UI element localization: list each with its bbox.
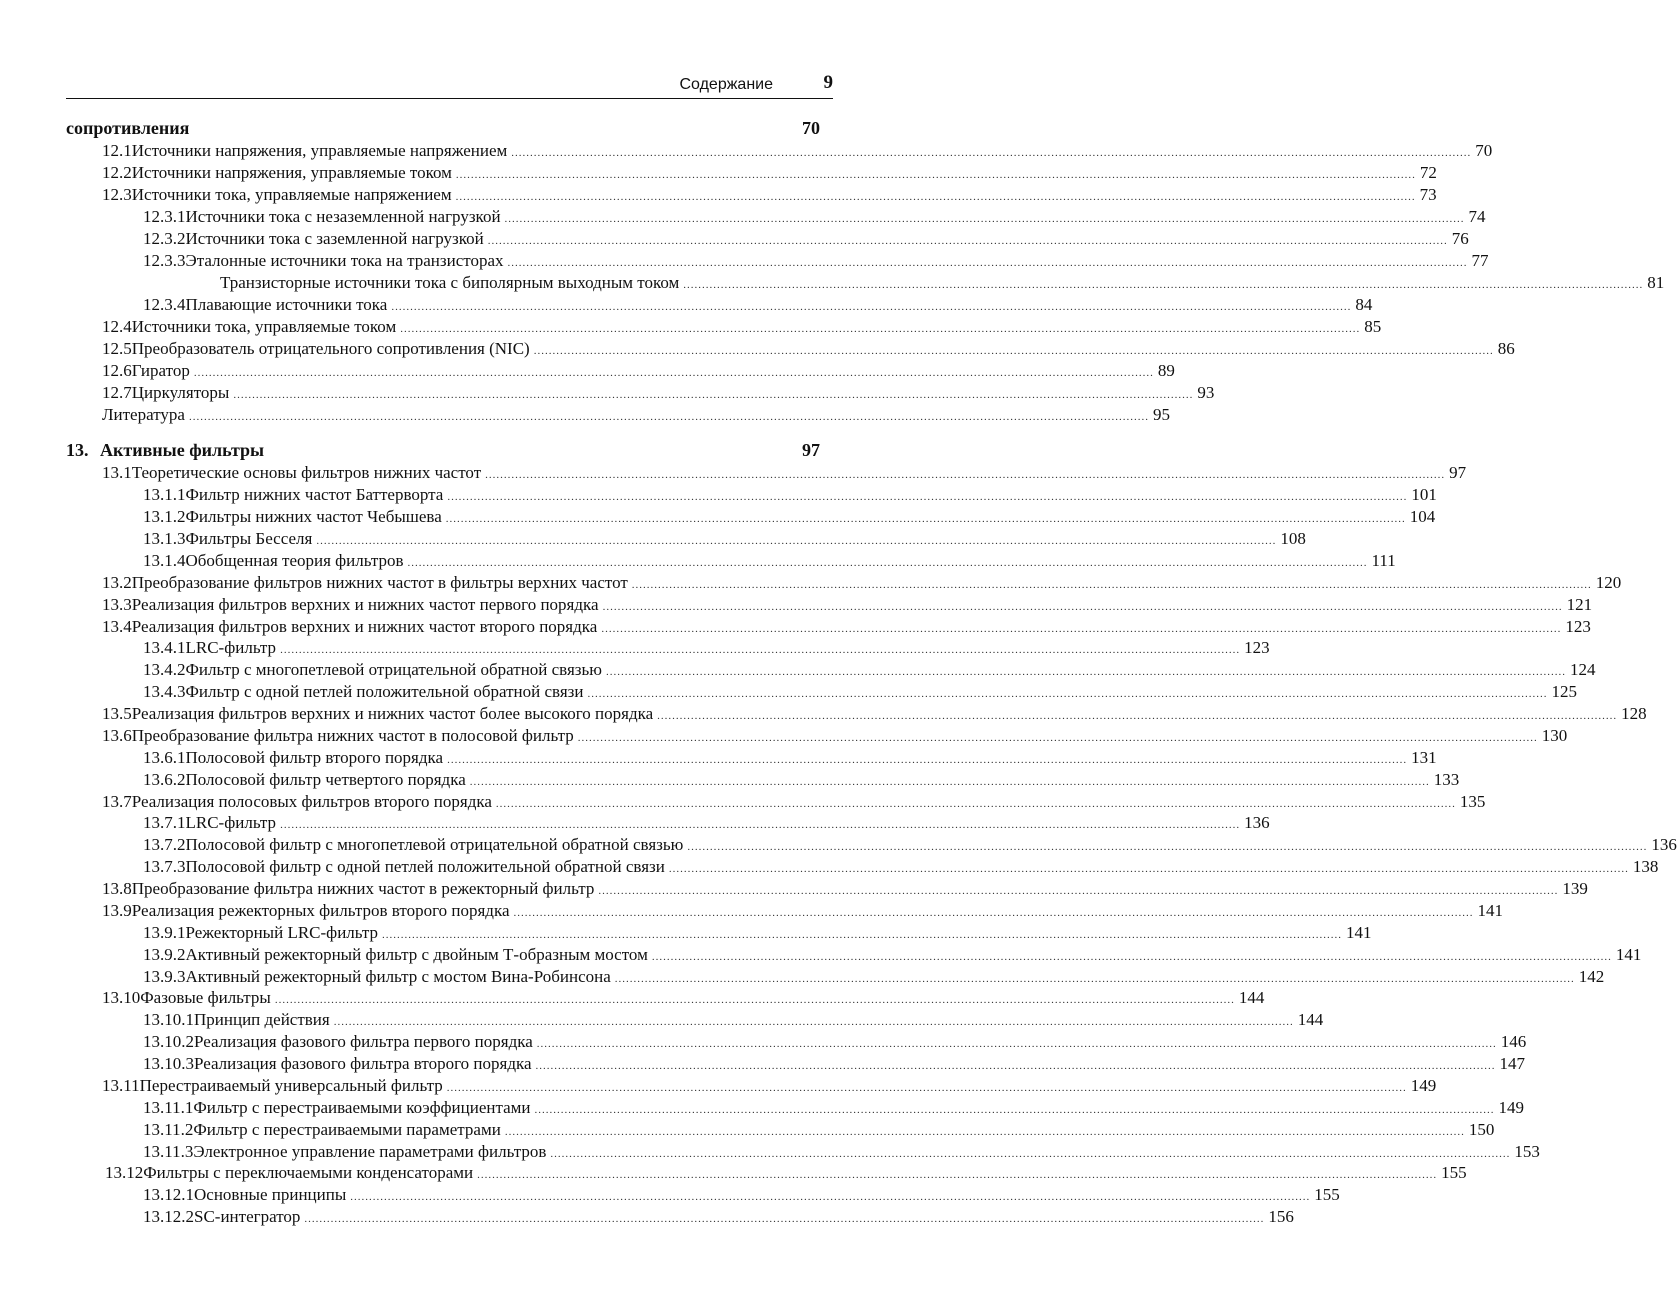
entry-title: Обобщенная теория фильтров <box>185 551 404 570</box>
toc-entry[interactable] <box>102 879 1588 901</box>
entry-number: 13.11.3 <box>143 1142 194 1161</box>
entry-number: 13.9.3 <box>143 967 186 986</box>
toc-entry[interactable] <box>102 901 1503 923</box>
entry-page: 84 <box>1355 295 1373 314</box>
entry-page: 123 <box>1565 617 1591 636</box>
entry-page: 149 <box>1498 1098 1524 1117</box>
toc-entry[interactable] <box>143 967 1605 989</box>
entry-number: 13.6 <box>102 726 132 745</box>
dot-leader <box>400 323 1360 335</box>
toc-entry[interactable] <box>143 1032 1527 1054</box>
entry-page: 95 <box>1152 405 1170 424</box>
toc-entry[interactable] <box>143 551 1396 573</box>
dot-leader <box>304 1213 1264 1225</box>
dot-leader <box>535 1104 1495 1116</box>
entry-number: 13. <box>66 440 89 460</box>
entry-title: Основные принципы <box>194 1185 347 1204</box>
entry-page: 86 <box>1497 339 1515 358</box>
entry-title: Источники напряжения, управляемые напряжением <box>131 141 508 160</box>
entry-page: 138 <box>1632 857 1659 876</box>
toc-entry[interactable] <box>143 748 1437 770</box>
toc-entry[interactable] <box>143 295 1373 317</box>
dot-leader <box>280 644 1240 656</box>
toc-entry[interactable] <box>143 857 1659 879</box>
entry-number: 13.11.1 <box>143 1098 194 1117</box>
entry-page: 93 <box>1197 383 1215 402</box>
dot-leader <box>488 235 1448 247</box>
entry-title: Транзисторные источники тока с биполярным выходным током <box>220 273 680 292</box>
dot-leader <box>382 929 1342 941</box>
entry-page: 81 <box>1647 273 1665 292</box>
entry-number: 13.4.1 <box>143 638 186 657</box>
entry-page: 70 <box>802 118 820 138</box>
dot-leader <box>511 147 1471 159</box>
entry-title: Полосовой фильтр с многопетлевой отрицательной обратной связью <box>185 835 684 854</box>
entry-page: 136 <box>1651 835 1677 854</box>
entry-title: Полосовой фильтр с одной петлей положительной обратной связи <box>185 857 665 876</box>
dot-leader <box>447 491 1407 503</box>
entry-page: 125 <box>1551 682 1577 701</box>
dot-leader <box>447 1082 1407 1094</box>
entry-number: 13.12 <box>105 1163 144 1182</box>
toc-entry[interactable] <box>143 529 1306 551</box>
entry-number: 13.10.2 <box>143 1032 194 1051</box>
dot-leader <box>601 623 1561 635</box>
entry-page: 97 <box>802 440 820 460</box>
dot-leader <box>477 1169 1437 1181</box>
entry-page: 141 <box>1346 923 1372 942</box>
entry-page: 142 <box>1578 967 1605 986</box>
entry-number: 12.3.2 <box>143 229 186 248</box>
toc-entry[interactable] <box>102 339 1515 361</box>
entry-page: 130 <box>1541 726 1568 745</box>
entry-page: 70 <box>1475 141 1493 160</box>
dot-leader <box>537 1038 1497 1050</box>
entry-title: Литература <box>102 405 185 424</box>
toc-entry[interactable] <box>102 988 1265 1010</box>
entry-title: Фильтр нижних частот Баттерворта <box>185 485 444 504</box>
entry-page: 144 <box>1297 1010 1324 1029</box>
entry-title: сопротивления <box>66 118 190 138</box>
dot-leader <box>508 257 1468 269</box>
entry-title: Реализация фильтров верхних и нижних частот второго порядка <box>131 617 598 636</box>
dot-leader <box>391 301 1351 313</box>
dot-leader <box>446 513 1406 525</box>
dot-leader <box>514 907 1474 919</box>
entry-page: 155 <box>1441 1163 1467 1182</box>
entry-page: 155 <box>1314 1185 1340 1204</box>
entry-title: Преобразование фильтра нижних частот в режекторный фильтр <box>131 879 595 898</box>
entry-number: 13.9.1 <box>143 923 186 942</box>
entry-title: Реализация режекторных фильтров второго порядка <box>131 901 510 920</box>
entry-title: Фильтры нижних частот Чебышева <box>185 507 442 526</box>
entry-title: Источники напряжения, управляемые током <box>131 163 452 182</box>
entry-page: 89 <box>1157 361 1175 380</box>
entry-page: 74 <box>1468 207 1486 226</box>
dot-leader <box>408 557 1368 569</box>
toc-entry[interactable] <box>143 682 1577 704</box>
toc-entry[interactable] <box>143 1054 1526 1076</box>
entry-number: 13.1.3 <box>143 529 186 548</box>
entry-title: Источники тока с незаземленной нагрузкой <box>185 207 501 226</box>
dot-leader <box>496 798 1456 810</box>
entry-number: 13.7 <box>102 792 132 811</box>
toc-entry[interactable] <box>143 1142 1540 1164</box>
entry-title: Электронное управление параметрами фильтров <box>193 1142 547 1161</box>
entry-page: 104 <box>1409 507 1436 526</box>
toc-entry[interactable] <box>143 923 1372 945</box>
toc-entry[interactable] <box>143 229 1469 251</box>
entry-title: LRC-фильтр <box>185 638 277 657</box>
toc-entry[interactable] <box>102 383 1215 405</box>
entry-number: 13.4.2 <box>143 660 186 679</box>
dot-leader <box>505 213 1465 225</box>
entry-page: 141 <box>1477 901 1503 920</box>
entry-title: Активные фильтры <box>100 440 265 460</box>
entry-title: LRC-фильтр <box>185 813 277 832</box>
dot-leader <box>189 411 1149 423</box>
dot-leader <box>334 1016 1294 1028</box>
dot-leader <box>669 863 1629 875</box>
dot-leader <box>598 885 1558 897</box>
entry-title: Реализация фазового фильтра первого порядка <box>194 1032 533 1051</box>
toc-entry[interactable] <box>220 273 1665 295</box>
entry-title: Принцип действия <box>194 1010 330 1029</box>
entry-number: 13.12.2 <box>143 1207 194 1226</box>
dot-leader <box>536 1060 1496 1072</box>
entry-page: 144 <box>1238 988 1265 1007</box>
entry-number: 12.1 <box>102 141 132 160</box>
dot-leader <box>578 732 1538 744</box>
dot-leader <box>316 535 1276 547</box>
entry-title: Фильтр с одной петлей положительной обратной связи <box>185 682 584 701</box>
dot-leader <box>275 994 1235 1006</box>
toc-entry[interactable] <box>102 185 1437 207</box>
dot-leader <box>683 279 1643 291</box>
dot-leader <box>194 367 1154 379</box>
entry-number: 13.6.1 <box>143 748 186 767</box>
chapter-entry[interactable] <box>66 118 820 140</box>
toc-entry[interactable] <box>102 163 1437 185</box>
toc-entry[interactable] <box>143 770 1460 792</box>
entry-number: 12.7 <box>102 383 132 402</box>
entry-page: 135 <box>1459 792 1486 811</box>
entry-page: 136 <box>1244 813 1270 832</box>
dot-leader <box>615 973 1575 985</box>
dot-leader <box>587 688 1547 700</box>
entry-number: 13.4 <box>102 617 132 636</box>
entry-title: Реализация фильтров верхних и нижних частот первого порядка <box>131 595 599 614</box>
toc-entry[interactable] <box>102 141 1493 163</box>
entry-page: 124 <box>1569 660 1596 679</box>
dot-leader <box>470 776 1430 788</box>
toc-entry[interactable] <box>102 704 1647 726</box>
entry-title: Фильтры Бесселя <box>185 529 313 548</box>
dot-leader <box>687 841 1647 853</box>
entry-page: 139 <box>1562 879 1588 898</box>
toc-entry[interactable] <box>143 1120 1495 1142</box>
toc-entry[interactable] <box>102 361 1175 383</box>
entry-title: Активный режекторный фильтр с двойным Т-образным мостом <box>185 945 648 964</box>
entry-page: 101 <box>1411 485 1437 504</box>
entry-page: 146 <box>1500 1032 1527 1051</box>
entry-page: 123 <box>1244 638 1270 657</box>
entry-page: 111 <box>1371 551 1396 570</box>
entry-number: 13.7.3 <box>143 857 186 876</box>
entry-number: 13.11 <box>102 1076 140 1095</box>
entry-title: Активный режекторный фильтр с мостом Вина-Робинсона <box>185 967 611 986</box>
entry-title: Плавающие источники тока <box>185 295 388 314</box>
entry-number: 13.8 <box>102 879 132 898</box>
entry-page: 147 <box>1499 1054 1526 1073</box>
entry-page: 156 <box>1268 1207 1294 1226</box>
entry-page: 153 <box>1514 1142 1540 1161</box>
entry-title: Полосовой фильтр второго порядка <box>185 748 444 767</box>
entry-page: 97 <box>1449 463 1467 482</box>
toc-entry[interactable] <box>102 317 1382 339</box>
entry-title: Перестраиваемый универсальный фильтр <box>139 1076 443 1095</box>
toc-entry[interactable] <box>143 1207 1294 1229</box>
entry-number: 13.10.1 <box>143 1010 194 1029</box>
entry-number: 13.1.4 <box>143 551 186 570</box>
entry-page: 76 <box>1451 229 1469 248</box>
entry-title: Реализация полосовых фильтров второго порядка <box>131 792 492 811</box>
entry-title: Фильтр с перестраиваемыми коэффициентами <box>193 1098 531 1117</box>
entry-page: 150 <box>1468 1120 1495 1139</box>
entry-page: 72 <box>1419 163 1437 182</box>
entry-page: 133 <box>1433 770 1460 789</box>
entry-title: Реализация фазового фильтра второго порядка <box>194 1054 532 1073</box>
dot-leader <box>233 389 1193 401</box>
entry-title: Реализация фильтров верхних и нижних частот более высокого порядка <box>131 704 654 723</box>
entry-number: 12.3.4 <box>143 295 186 314</box>
entry-number: 13.7.1 <box>143 813 186 832</box>
toc-entry[interactable] <box>102 405 1170 427</box>
toc-entry[interactable] <box>143 813 1270 835</box>
dot-leader <box>350 1191 1310 1203</box>
entry-number: 13.3 <box>102 595 132 614</box>
toc-entry[interactable] <box>102 595 1593 617</box>
entry-number: 13.12.1 <box>143 1185 194 1204</box>
toc-entry[interactable] <box>102 617 1591 639</box>
entry-number: 13.10 <box>102 988 141 1007</box>
entry-page: 73 <box>1419 185 1437 204</box>
dot-leader <box>505 1126 1465 1138</box>
dot-leader <box>534 345 1494 357</box>
entry-page: 85 <box>1364 317 1382 336</box>
entry-page: 120 <box>1595 573 1622 592</box>
entry-title: Фильтр с перестраиваемыми параметрами <box>193 1120 501 1139</box>
entry-title: Теоретические основы фильтров нижних частот <box>131 463 482 482</box>
entry-number: 12.3 <box>102 185 132 204</box>
running-title: Содержание <box>679 76 773 93</box>
entry-title: Преобразователь отрицательного сопротивления (NIC) <box>131 339 530 358</box>
page-number: 9 <box>823 72 833 93</box>
entry-page: 121 <box>1566 595 1593 614</box>
dot-leader <box>456 191 1416 203</box>
entry-page: 149 <box>1410 1076 1437 1095</box>
entry-title: Режекторный LRC-фильтр <box>185 923 379 942</box>
entry-title: Гиратор <box>131 361 190 380</box>
entry-title: Преобразование фильтра нижних частот в полосовой фильтр <box>131 726 574 745</box>
entry-title: Полосовой фильтр четвертого порядка <box>185 770 466 789</box>
entry-number: 13.10.3 <box>143 1054 194 1073</box>
entry-number: 13.11.2 <box>143 1120 194 1139</box>
toc-entry[interactable] <box>143 251 1489 273</box>
entry-page: 141 <box>1615 945 1642 964</box>
entry-number: 13.9 <box>102 901 132 920</box>
dot-leader <box>606 666 1566 678</box>
entry-number: 13.1.2 <box>143 507 186 526</box>
entry-number: 13.2 <box>102 573 132 592</box>
dot-leader <box>447 754 1407 766</box>
toc-entry[interactable] <box>143 1010 1324 1032</box>
toc-entry[interactable] <box>105 1163 1467 1185</box>
dot-leader <box>632 579 1592 591</box>
entry-number: 13.4.3 <box>143 682 186 701</box>
entry-page: 77 <box>1471 251 1489 270</box>
dot-leader <box>485 469 1445 481</box>
chapter-entry[interactable] <box>66 440 820 462</box>
entry-number: 13.1.1 <box>143 485 186 504</box>
entry-number: 12.3.3 <box>143 251 186 270</box>
toc-entry[interactable] <box>143 660 1596 682</box>
entry-title: Фильтр с многопетлевой отрицательной обратной связью <box>185 660 602 679</box>
entry-title: SC-интегратор <box>194 1207 301 1226</box>
entry-title: Фильтры с переключаемыми конденсаторами <box>143 1163 474 1182</box>
entry-title: Эталонные источники тока на транзисторах <box>185 251 504 270</box>
toc-entry[interactable] <box>102 1076 1437 1098</box>
dot-leader <box>550 1148 1510 1160</box>
toc-entry[interactable] <box>143 945 1642 967</box>
toc-entry[interactable] <box>143 1098 1524 1120</box>
entry-number: 12.5 <box>102 339 132 358</box>
dot-leader <box>456 169 1416 181</box>
toc-entry[interactable] <box>102 726 1568 748</box>
page-header <box>66 72 833 99</box>
entry-number: 12.2 <box>102 163 132 182</box>
entry-title: Источники тока, управляемые напряжением <box>131 185 452 204</box>
entry-page: 108 <box>1280 529 1306 548</box>
dot-leader <box>280 819 1240 831</box>
entry-number: 13.5 <box>102 704 132 723</box>
entry-title: Источники тока с заземленной нагрузкой <box>185 229 484 248</box>
toc-entry[interactable] <box>102 573 1622 595</box>
entry-number: 12.4 <box>102 317 132 336</box>
toc-entry[interactable] <box>143 638 1270 660</box>
toc-entry[interactable] <box>102 463 1467 485</box>
entry-number: 12.3.1 <box>143 207 186 226</box>
entry-title: Преобразование фильтров нижних частот в фильтры верхних частот <box>131 573 628 592</box>
entry-page: 128 <box>1621 704 1647 723</box>
toc-entry[interactable] <box>143 835 1677 857</box>
toc-entry[interactable] <box>143 207 1486 229</box>
dot-leader <box>603 601 1563 613</box>
entry-number: 13.9.2 <box>143 945 186 964</box>
entry-number: 13.1 <box>102 463 132 482</box>
entry-number: 12.6 <box>102 361 132 380</box>
dot-leader <box>652 951 1612 963</box>
toc-entry[interactable] <box>102 792 1486 814</box>
entry-title: Источники тока, управляемые током <box>131 317 397 336</box>
entry-page: 131 <box>1411 748 1437 767</box>
toc-entry[interactable] <box>143 485 1437 507</box>
entry-title: Фазовые фильтры <box>140 988 271 1007</box>
entry-number: 13.6.2 <box>143 770 186 789</box>
entry-title: Циркуляторы <box>131 383 230 402</box>
dot-leader <box>657 710 1617 722</box>
toc-entry[interactable] <box>143 1185 1340 1207</box>
entry-number: 13.7.2 <box>143 835 186 854</box>
toc-entry[interactable] <box>143 507 1436 529</box>
